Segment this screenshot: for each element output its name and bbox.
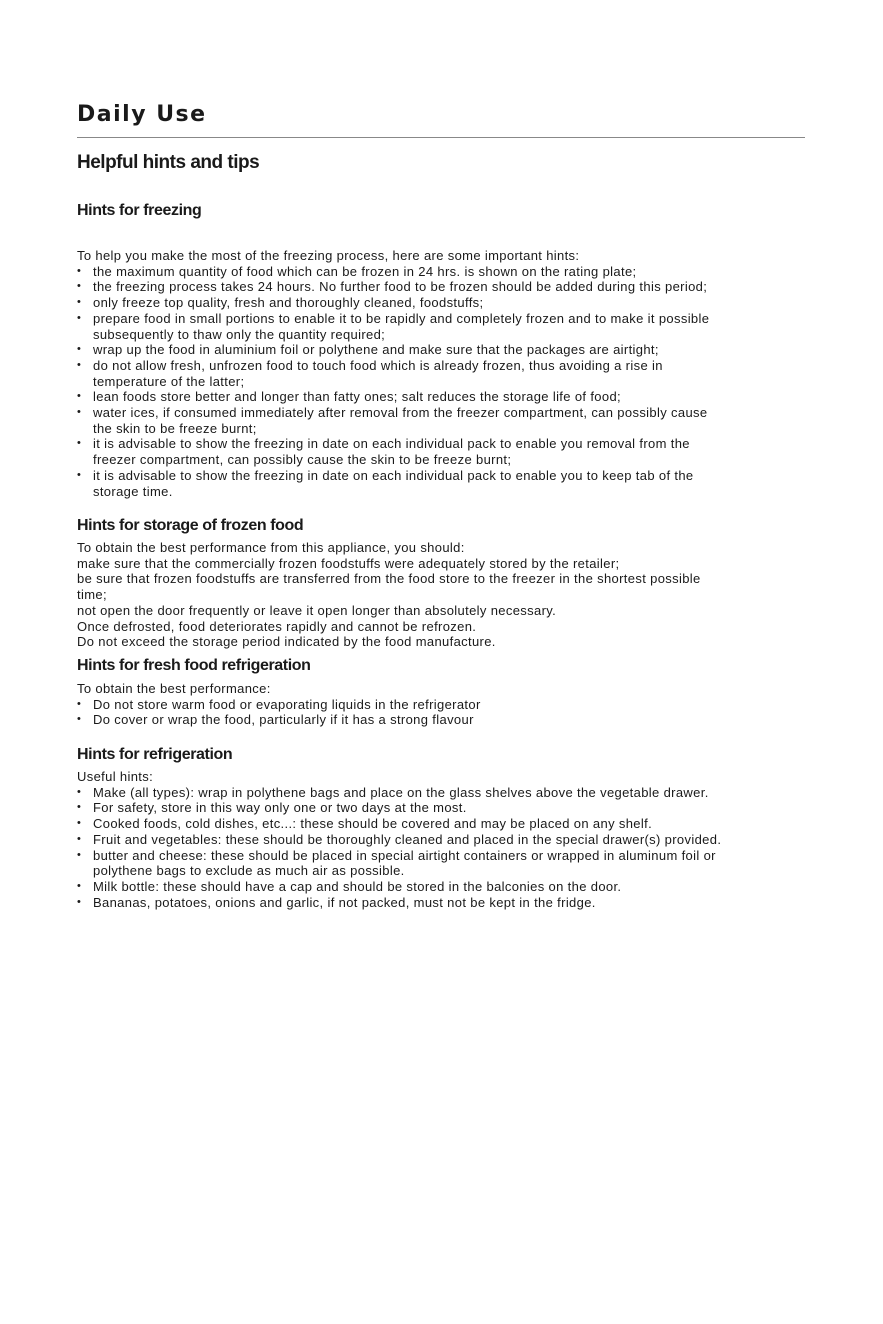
list-item-line: • Milk bottle: these should have a cap and should be stored in the balconies on the door. <box>93 878 622 894</box>
list-item <box>77 358 817 389</box>
list-item <box>77 311 817 342</box>
freezing-intro: To help you make the most of the freezing process, here are some important hints: <box>77 248 580 263</box>
main-heading: Helpful hints and tips <box>77 152 260 173</box>
list-item <box>77 389 817 405</box>
text-line: not open the door frequently or leave it open longer than absolutely necessary. <box>77 602 557 618</box>
text-line: make sure that the commercially frozen foodstuffs were adequately stored by the retailer; <box>77 555 620 571</box>
list-item-line: • only freeze top quality, fresh and thoroughly cleaned, foodstuffs; <box>93 295 484 311</box>
list-item-line: storage time. <box>93 483 173 499</box>
fresh-food-heading: Hints for fresh food refrigeration <box>77 657 311 674</box>
list-item-line: temperature of the latter; <box>93 373 245 389</box>
page-title: Daily Use <box>77 102 207 127</box>
fresh-food-intro: To obtain the best performance: <box>77 681 271 696</box>
list-item-line: • the maximum quantity of food which can be frozen in 24 hrs. is shown on the rating plate; <box>93 263 637 279</box>
list-item <box>77 342 817 358</box>
text-line: Once defrosted, food deteriorates rapidly and cannot be refrozen. <box>77 618 477 634</box>
text-line: time; <box>77 587 107 603</box>
list-item-line: • wrap up the food in aluminium foil or polythene and make sure that the packages are airtight; <box>93 342 659 358</box>
fresh-food-section <box>77 681 817 728</box>
list-item-line: • do not allow fresh, unfrozen food to touch food which is already frozen, thus avoiding a rise in <box>93 357 663 373</box>
refrigeration-heading: Hints for refrigeration <box>77 746 233 763</box>
list-item-line: • lean foods store better and longer than fatty ones; salt reduces the storage life of food; <box>93 389 621 405</box>
list-item-line: • Cooked foods, cold dishes, etc...: these should be covered and may be placed on any shelf. <box>93 816 653 832</box>
list-item <box>77 848 817 879</box>
refrigeration-list <box>77 785 817 911</box>
list-item-line: • Do cover or wrap the food, particularly if it has a strong flavour <box>93 712 474 728</box>
text-line: To obtain the best performance from this appliance, you should: <box>77 540 465 555</box>
list-item <box>77 895 817 911</box>
list-item <box>77 405 817 436</box>
list-item <box>77 468 817 499</box>
title-divider <box>77 137 805 138</box>
list-item <box>77 800 817 816</box>
list-item <box>77 879 817 895</box>
list-item-line: freezer compartment, can possibly cause the skin to be freeze burnt; <box>93 452 512 468</box>
list-item <box>77 785 817 801</box>
list-item-line: • it is advisable to show the freezing in date on each individual pack to enable you removal from the <box>93 436 690 452</box>
frozen-storage-section <box>77 540 817 650</box>
refrigeration-section <box>77 769 817 910</box>
list-item <box>77 832 817 848</box>
list-item-line: • the freezing process takes 24 hours. No further food to be frozen should be added during this period; <box>93 279 708 295</box>
list-item-line: • Bananas, potatoes, onions and garlic, if not packed, must not be kept in the fridge. <box>93 894 596 910</box>
list-item-line: • For safety, store in this way only one or two days at the most. <box>93 800 467 816</box>
list-item <box>77 279 817 295</box>
list-item <box>77 295 817 311</box>
refrigeration-intro: Useful hints: <box>77 769 154 784</box>
freezing-list <box>77 264 817 500</box>
list-item-line: subsequently to thaw only the quantity required; <box>93 326 386 342</box>
list-item <box>77 816 817 832</box>
list-item-line: • it is advisable to show the freezing in date on each individual pack to enable you to keep tab of the <box>93 467 694 483</box>
list-item <box>77 264 817 280</box>
text-line: Do not exceed the storage period indicated by the food manufacture. <box>77 634 496 650</box>
list-item <box>77 697 817 713</box>
list-item-line: • Make (all types): wrap in polythene bags and place on the glass shelves above the vegetable drawer. <box>93 784 709 800</box>
freezing-section <box>77 248 817 499</box>
fresh-food-list <box>77 697 817 728</box>
list-item <box>77 712 817 728</box>
list-item <box>77 436 817 467</box>
text-line: be sure that frozen foodstuffs are transferred from the food store to the freezer in the shortest possible <box>77 571 701 587</box>
freezing-heading: Hints for freezing <box>77 202 202 219</box>
frozen-storage-heading: Hints for storage of frozen food <box>77 517 304 534</box>
frozen-storage-lines <box>77 540 817 650</box>
list-item-line: • butter and cheese: these should be placed in special airtight containers or wrapped in aluminum foil or <box>93 847 716 863</box>
list-item-line: polythene bags to exclude as much air as possible. <box>93 863 405 879</box>
list-item-line: the skin to be freeze burnt; <box>93 420 257 436</box>
list-item-line: • water ices, if consumed immediately after removal from the freezer compartment, can possibly cause <box>93 405 708 421</box>
list-item-line: • prepare food in small portions to enable it to be rapidly and completely frozen and to make it possible <box>93 310 710 326</box>
list-item-line: • Do not store warm food or evaporating liquids in the refrigerator <box>93 696 481 712</box>
list-item-line: • Fruit and vegetables: these should be thoroughly cleaned and placed in the special drawer(s) provided. <box>93 831 722 847</box>
